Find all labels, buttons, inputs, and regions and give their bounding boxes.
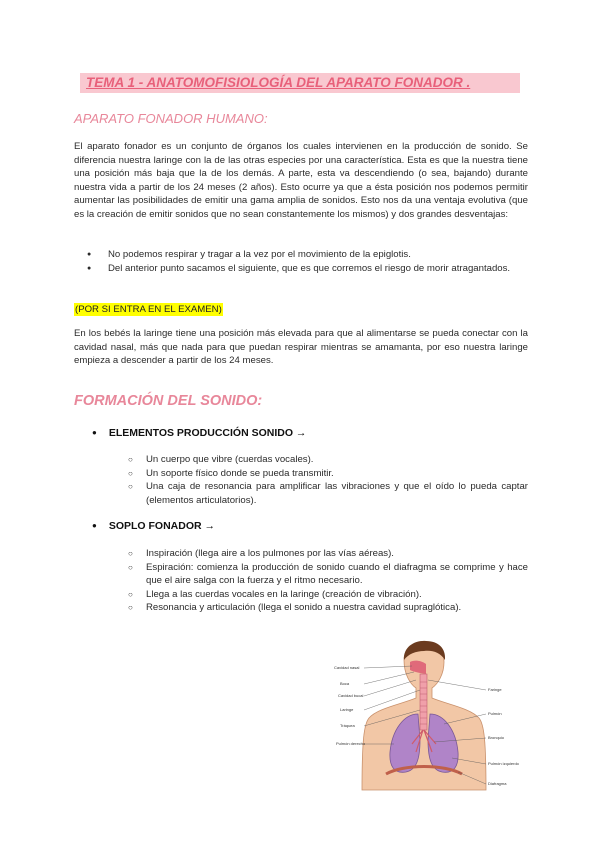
list-item: ○ Un soporte físico donde se pueda transmitir.	[126, 467, 528, 481]
list-item: ○ Inspiración (llega aire a los pulmones por las vías aéreas).	[126, 547, 528, 561]
list-item: ● Del anterior punto sacamos el siguiente, que es que corremos el riesgo de morir atragantados.	[74, 262, 528, 276]
heading-aparato-fonador: APARATO FONADOR HUMANO:	[74, 111, 268, 126]
figure-label: Cavidad bucal	[338, 693, 364, 698]
list-item: ○ Una caja de resonancia para amplificar las vibraciones y que el oído lo pueda captar (elementos articulatorios).	[126, 480, 528, 507]
figure-label: Laringe	[340, 707, 354, 712]
figure-label: Pulmón	[488, 711, 502, 716]
disadvantages-list	[74, 248, 528, 275]
list-item: ○ Un cuerpo que vibre (cuerdas vocales).	[126, 453, 528, 467]
list-item: ● No podemos respirar y tragar a la vez por el movimiento de la epiglotis.	[74, 248, 528, 262]
figure-label: Pulmón izquierdo	[488, 761, 519, 766]
list-item: ○ Espiración: comienza la producción de sonido cuando el diafragma se comprime y hace que el aire salga con la fuerza y el ritmo necesario.	[126, 561, 528, 588]
respiratory-system-illustration	[334, 640, 519, 790]
babies-paragraph: En los bebés la laringe tiene una posición más elevada para que al alimentarse se pueda conectar con la cavidad nasal, más que nada para que puedan respirar mientras se amamanta, por eso nuestra laringe empieza a descender a partir de los 24 meses.	[74, 328, 528, 367]
elementos-heading: ● ELEMENTOS PRODUCCIÓN SONIDO →	[92, 427, 307, 439]
intro-paragraph: El aparato fonador es un conjunto de órganos los cuales intervienen en la producción de sonido. Se diferencia nuestra laringe con la de las otras especies por una característica. Esta es que la nuestra tiene una posición más baja que la de los demás. A parte, esta va descendiendo (o sea, bajando) durante nuestra vida a partir de los 24 meses (2 años). Esto ocurre ya que a ésta posición nos podemos permitir aumentar las posibilidades de emitir una gama amplia de sonidos. Esto nos da una ventaja evolutiva (que es la creación de emitir sonidos que no sean constantemente los mismos) y dos grandes desventajas:	[74, 141, 528, 220]
elementos-list	[126, 453, 528, 507]
list-item: ○ Resonancia y articulación (llega el sonido a nuestra cavidad supraglótica).	[126, 601, 528, 615]
figure-label: Diafragma	[488, 781, 507, 786]
figure-label: Cavidad nasal	[334, 665, 360, 670]
bullet-icon: ●	[92, 428, 97, 437]
list-item: ○ Llega a las cuerdas vocales en la laringe (creación de vibración).	[126, 588, 528, 602]
document-title: TEMA 1 - ANATOMOFISIOLOGÍA DEL APARATO FONADOR .	[80, 73, 520, 93]
heading-formacion-sonido: FORMACIÓN DEL SONIDO:	[74, 393, 263, 409]
bullet-icon: ●	[92, 521, 97, 530]
soplo-list	[126, 547, 528, 615]
figure-label: Pulmón derecho	[336, 741, 366, 746]
soplo-heading: ● SOPLO FONADOR →	[92, 520, 216, 532]
figure-label: Tráquea	[340, 723, 355, 728]
figure-label: Bronquio	[488, 735, 505, 740]
figure-label: Faringe	[488, 687, 502, 692]
exam-note-highlight: (POR SI ENTRA EN EL EXAMEN)	[75, 304, 222, 315]
figure-label: Boca	[340, 681, 350, 686]
